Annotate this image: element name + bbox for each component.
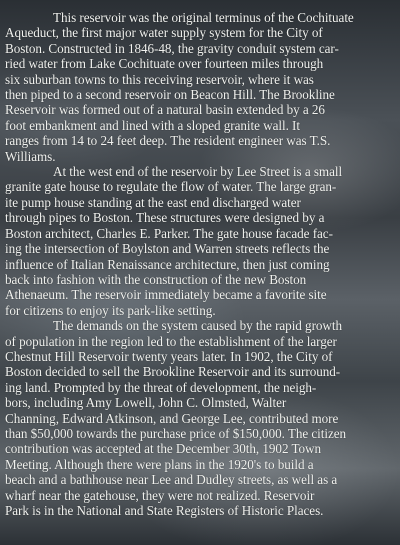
text-line: Park is in the National and State Registers of Historic Places. (5, 503, 324, 518)
text-line: foot embankment and lined with a sloped granite wall. It (5, 117, 300, 133)
plaque-text (5, 10, 397, 518)
text-line: bors, including Amy Lowell, John C. Olmsted, Walter (5, 395, 287, 411)
paragraph-2 (5, 164, 397, 318)
text-line: Aqueduct, the first major water supply system for the City of (5, 25, 323, 41)
text-line: Chestnut Hill Reservoir twenty years later. In 1902, the City of (5, 348, 333, 364)
text-line: through pipes to Boston. These structures were designed by a (5, 210, 325, 226)
text-line: Williams. (5, 148, 56, 164)
text-line: of population in the region led to the establishment of the larger (5, 333, 337, 349)
text-line: This reservoir was the original terminus of the Cochituate (53, 10, 354, 25)
text-line: for citizens to enjoy its park-like setting. (5, 302, 216, 318)
text-line: Meeting. Although there were plans in the 1920's to build a (5, 456, 314, 472)
text-line: Boston. Constructed in 1846-48, the gravity conduit system car- (5, 40, 339, 56)
text-line: ite pump house standing at the east end discharged water (5, 194, 301, 210)
text-line: granite gate house to regulate the flow of water. The large gran- (5, 179, 337, 195)
text-line: The demands on the system caused by the rapid growth (53, 318, 342, 334)
text-line: contribution was accepted at the December 30th, 1902 Town (5, 441, 322, 457)
text-line: ried water from Lake Cochituate over fourteen miles through (5, 56, 324, 72)
text-line: beach and a bathhouse near Lee and Dudley streets, as well as a (5, 472, 338, 488)
text-line: Boston decided to sell the Brookline Reservoir and its surround- (5, 364, 341, 380)
text-line: Boston architect, Charles E. Parker. The gate house facade fac- (5, 225, 333, 241)
text-line: Athenaeum. The reservoir immediately became a favorite site (5, 287, 327, 303)
text-line: then piped to a second reservoir on Beacon Hill. The Brookline (5, 87, 335, 103)
text-line: ing the intersection of Boylston and Warren streets reflects the (5, 241, 330, 257)
paragraph-1 (5, 10, 397, 164)
text-line: six suburban towns to this receiving reservoir, where it was (5, 71, 314, 87)
text-line: ing land. Prompted by the threat of development, the neigh- (5, 379, 317, 395)
text-line: than $50,000 towards the purchase price of $150,000. The citizen (5, 425, 347, 441)
text-line: wharf near the gatehouse, they were not realized. Reservoir (5, 487, 315, 503)
text-line: Channing, Edward Atkinson, and George Lee, contributed more (5, 410, 339, 426)
paragraph-3 (5, 318, 397, 518)
text-line: Reservoir was formed out of a natural basin extended by a 26 (5, 102, 325, 118)
text-line: influence of Italian Renaissance architecture, then just coming (5, 256, 330, 272)
text-line: At the west end of the reservoir by Lee Street is a small (53, 164, 343, 180)
text-line: ranges from 14 to 24 feet deep. The resident engineer was T.S. (5, 133, 331, 149)
text-line: back into fashion with the construction of the new Boston (5, 271, 307, 287)
